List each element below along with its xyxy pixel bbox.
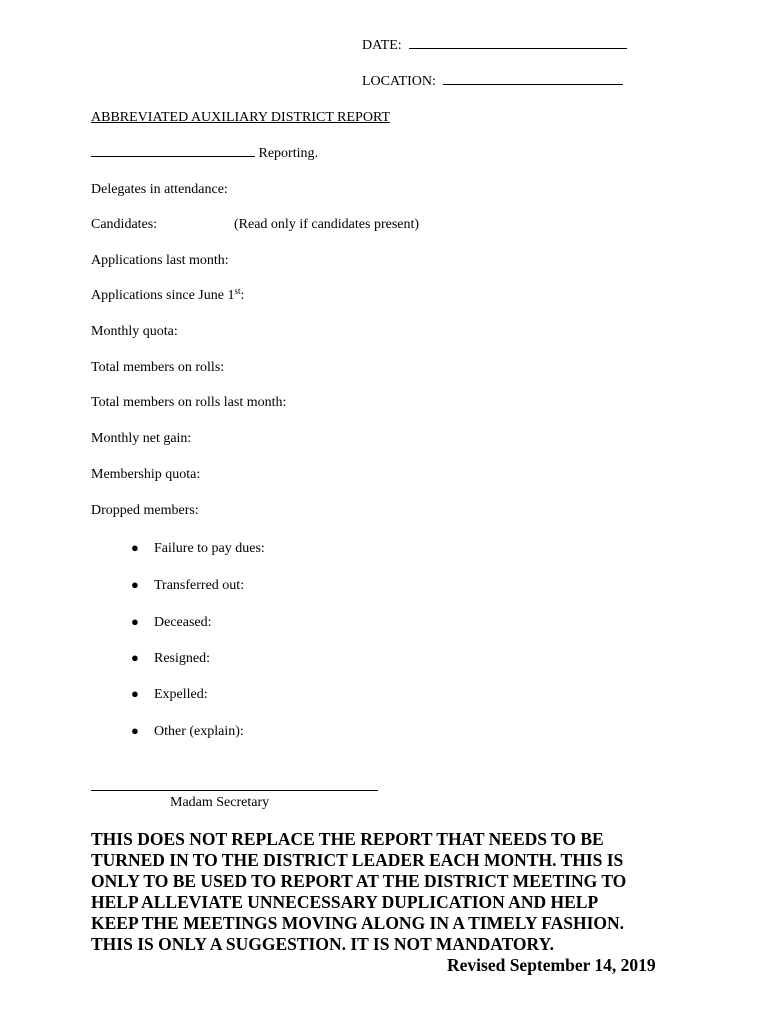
list-item xyxy=(131,723,244,740)
applications-since-sup: st xyxy=(234,286,241,296)
bullet-icon: ● xyxy=(131,577,139,592)
reporting-blank[interactable] xyxy=(91,156,255,157)
notice-line: THIS IS ONLY A SUGGESTION. IT IS NOT MANDATORY. xyxy=(91,934,554,954)
list-item xyxy=(131,614,212,631)
list-item-label: Expelled: xyxy=(154,687,208,702)
bullet-icon: ● xyxy=(131,650,139,665)
reporting-line xyxy=(91,146,318,162)
list-item-label: Deceased: xyxy=(154,615,212,630)
candidates-field: Candidates: xyxy=(91,217,158,232)
notice-line: KEEP THE MEETINGS MOVING ALONG IN A TIMELY FASHION. xyxy=(91,913,625,933)
list-item xyxy=(131,650,210,667)
dropped-members-field: Dropped members: xyxy=(91,503,199,518)
total-members-field: Total members on rolls: xyxy=(91,360,225,375)
candidates-note: (Read only if candidates present) xyxy=(234,217,420,232)
membership-quota-field: Membership quota: xyxy=(91,467,201,482)
date-label: DATE: xyxy=(362,38,402,53)
notice-block xyxy=(91,829,671,955)
date-blank[interactable] xyxy=(409,48,627,49)
notice-line: ONLY TO BE USED TO REPORT AT THE DISTRICT MEETING TO xyxy=(91,871,627,891)
report-title: ABBREVIATED AUXILIARY DISTRICT REPORT xyxy=(91,110,391,125)
monthly-net-gain-field: Monthly net gain: xyxy=(91,431,192,446)
delegates-field: Delegates in attendance: xyxy=(91,182,228,197)
monthly-quota-field: Monthly quota: xyxy=(91,324,178,339)
date-line xyxy=(362,38,627,54)
location-line xyxy=(362,74,623,90)
list-item xyxy=(131,686,208,703)
total-members-last-month-field: Total members on rolls last month: xyxy=(91,395,287,410)
reporting-label: Reporting. xyxy=(258,146,318,161)
applications-since-field xyxy=(91,288,244,304)
applications-since-prefix: Applications since June 1 xyxy=(91,288,235,303)
bullet-icon: ● xyxy=(131,540,139,555)
list-item-label: Resigned: xyxy=(154,651,210,666)
signature-label: Madam Secretary xyxy=(170,795,270,810)
bullet-icon: ● xyxy=(131,686,139,701)
list-item-label: Failure to pay dues: xyxy=(154,541,265,556)
revised-date: Revised September 14, 2019 xyxy=(447,955,656,975)
location-label: LOCATION: xyxy=(362,74,436,89)
notice-line: HELP ALLEVIATE UNNECESSARY DUPLICATION AND HELP xyxy=(91,892,599,912)
applications-last-month-field: Applications last month: xyxy=(91,253,229,268)
list-item-label: Other (explain): xyxy=(154,724,244,739)
list-item-label: Transferred out: xyxy=(154,578,245,593)
bullet-icon: ● xyxy=(131,723,139,738)
list-item xyxy=(131,577,244,594)
applications-since-suffix: : xyxy=(240,288,245,303)
location-blank[interactable] xyxy=(443,84,623,85)
notice-line: TURNED IN TO THE DISTRICT LEADER EACH MONTH. THIS IS xyxy=(91,850,624,870)
signature-line[interactable] xyxy=(91,790,378,791)
notice-line: THIS DOES NOT REPLACE THE REPORT THAT NEEDS TO BE xyxy=(91,829,604,849)
bullet-icon: ● xyxy=(131,614,139,629)
list-item xyxy=(131,540,265,557)
